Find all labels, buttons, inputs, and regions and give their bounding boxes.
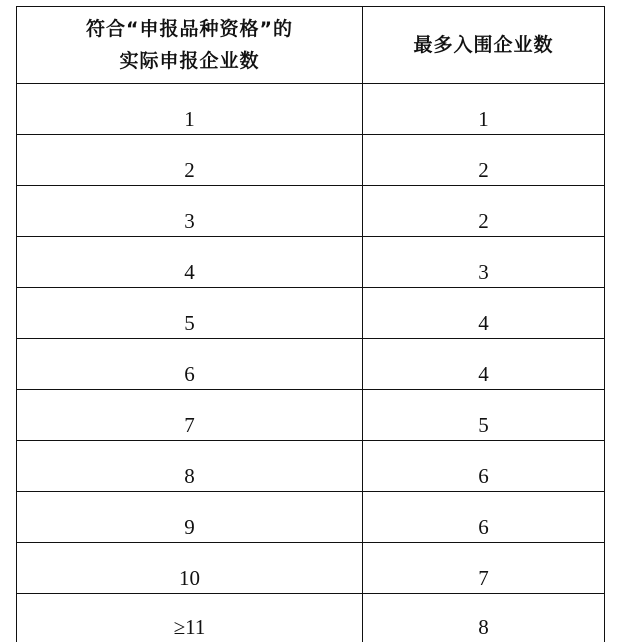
cell-applicants: 6 (17, 339, 363, 390)
quota-table (16, 6, 605, 642)
table-row (17, 492, 605, 543)
table-row (17, 543, 605, 594)
table-row (17, 288, 605, 339)
cell-max-selected: 3 (363, 237, 605, 288)
cell-applicants: 8 (17, 441, 363, 492)
cell-applicants: 10 (17, 543, 363, 594)
cell-max-selected: 2 (363, 135, 605, 186)
cell-max-selected: 2 (363, 186, 605, 237)
header-row (17, 7, 605, 84)
header-applicants-line2: 实际申报企业数 (17, 45, 362, 77)
table-row (17, 186, 605, 237)
table-body (17, 84, 605, 642)
table-row (17, 339, 605, 390)
header-applicants-line1: 符合“申报品种资格”的 (17, 13, 362, 45)
cell-max-selected: 6 (363, 441, 605, 492)
cell-applicants: 5 (17, 288, 363, 339)
cell-max-selected: 6 (363, 492, 605, 543)
document-page (16, 6, 604, 642)
cell-max-selected: 7 (363, 543, 605, 594)
cell-applicants: 2 (17, 135, 363, 186)
cell-applicants: 9 (17, 492, 363, 543)
table-row (17, 135, 605, 186)
cell-applicants: 3 (17, 186, 363, 237)
cell-max-selected: 5 (363, 390, 605, 441)
header-max-selected: 最多入围企业数 (363, 7, 605, 84)
table-row (17, 441, 605, 492)
table-header (17, 7, 605, 84)
table-row (17, 237, 605, 288)
table-row (17, 594, 605, 642)
cell-applicants: ≥11 (17, 594, 363, 642)
table-row (17, 390, 605, 441)
table-row (17, 84, 605, 135)
cell-applicants: 1 (17, 84, 363, 135)
cell-max-selected: 4 (363, 339, 605, 390)
cell-max-selected: 8 (363, 594, 605, 642)
cell-applicants: 7 (17, 390, 363, 441)
cell-applicants: 4 (17, 237, 363, 288)
cell-max-selected: 1 (363, 84, 605, 135)
cell-max-selected: 4 (363, 288, 605, 339)
header-applicants (17, 7, 363, 84)
